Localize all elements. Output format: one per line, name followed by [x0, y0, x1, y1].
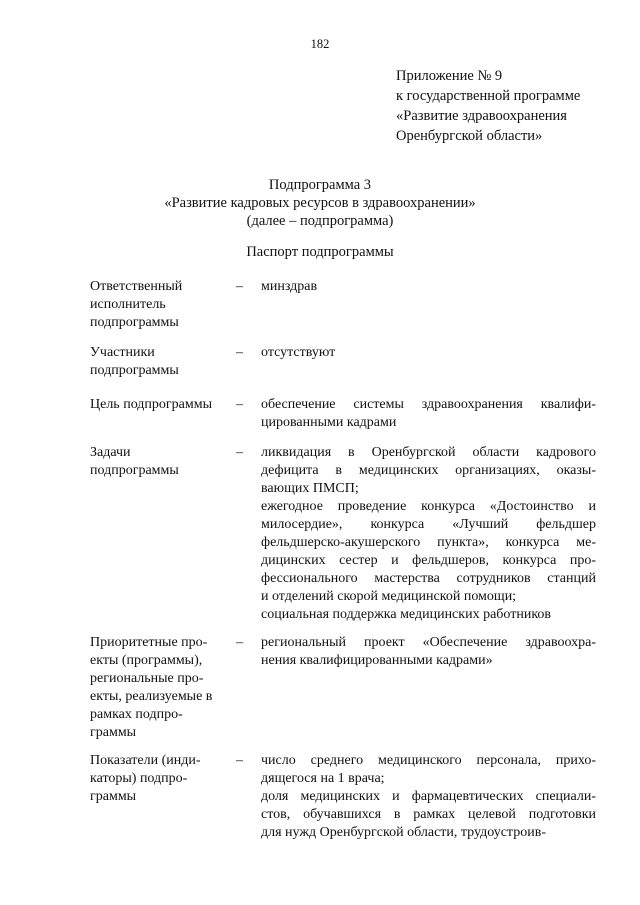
- row-value-line: и отделений скорой медицинской помощи;: [261, 589, 517, 604]
- row-value-line: милосердие», конкурса «Лучший фельдшер: [261, 517, 596, 532]
- row-label: [90, 444, 233, 624]
- row-value-line: нения квалифицированными кадрами»: [261, 653, 493, 668]
- row-value-line: для нужд Оренбургской области, трудоустроив-: [261, 825, 546, 840]
- row-value-line: ежегодное проведение конкурса «Достоинство и: [261, 499, 596, 514]
- row-value-line: доля медицинских и фармацевтических специали-: [261, 789, 596, 804]
- row-label-line: екты, реализуемые в: [90, 689, 213, 704]
- page-number: 182: [310, 37, 330, 51]
- passport-row: [90, 344, 596, 380]
- subprogram-heading: [0, 176, 640, 230]
- row-label-line: Цель подпрограммы: [90, 397, 212, 412]
- appendix-line: Приложение № 9: [396, 68, 503, 84]
- row-label-line: Показатели (инди-: [90, 753, 201, 768]
- appendix-block: [396, 66, 580, 146]
- row-value: [261, 396, 596, 432]
- row-value-line: дящегося на 1 врача;: [261, 771, 385, 786]
- row-dash: –: [236, 279, 243, 294]
- passport-row: [90, 752, 596, 842]
- row-value-line: цированными кадрами: [261, 415, 397, 430]
- appendix-line: к государственной программе: [396, 88, 581, 104]
- row-value: [261, 444, 596, 624]
- row-label-line: региональные про-: [90, 671, 204, 686]
- appendix-line: Оренбургской области»: [396, 128, 543, 144]
- row-label-line: рамках подпро-: [90, 707, 183, 722]
- subprogram-title: Подпрограмма 3: [268, 177, 372, 193]
- row-value-line: ликвидация в Оренбургской области кадрового: [261, 445, 596, 460]
- row-label: [90, 396, 233, 432]
- row-dash: –: [236, 635, 243, 650]
- row-value-line: фессионального мастерства сотрудников станций: [261, 571, 596, 586]
- row-label-line: подпрограммы: [90, 315, 179, 330]
- row-label-line: подпрограммы: [90, 363, 179, 378]
- row-label-line: исполнитель: [90, 297, 166, 312]
- row-label-line: Участники: [90, 345, 155, 360]
- row-label-line: Задачи: [90, 445, 131, 460]
- row-dash: –: [236, 445, 243, 460]
- row-label-line: каторы) подпро-: [90, 771, 188, 786]
- passport-row: [90, 634, 596, 742]
- row-value: [261, 752, 596, 842]
- row-value-line: отсутствуют: [261, 345, 336, 360]
- row-value-line: фельдшерско-акушерского пункта», конкурса ме-: [261, 535, 596, 550]
- row-value-line: региональный проект «Обеспечение здравоохра-: [261, 635, 596, 650]
- passport-row: [90, 278, 596, 332]
- passport-title: Паспорт подпрограммы: [246, 244, 394, 260]
- row-value: [261, 344, 596, 380]
- passport-row: [90, 396, 596, 432]
- row-dash: –: [236, 753, 243, 768]
- row-label-line: подпрограммы: [90, 463, 179, 478]
- row-label: [90, 634, 233, 742]
- row-value-line: социальная поддержка медицинских работников: [261, 607, 552, 622]
- row-label-line: екты (программы),: [90, 653, 203, 668]
- row-dash: –: [236, 397, 243, 412]
- row-value-line: дицинских сестер и фельдшеров, конкурса про-: [261, 553, 596, 568]
- row-label-line: граммы: [90, 725, 137, 740]
- row-label: [90, 278, 233, 332]
- row-value-line: минздрав: [261, 279, 318, 294]
- row-label-line: граммы: [90, 789, 137, 804]
- row-dash: –: [236, 345, 243, 360]
- row-value-line: дефицита в медицинских организациях, оказы-: [261, 463, 596, 478]
- subprogram-note: (далее – подпрограмма): [246, 213, 394, 229]
- row-value-line: вающих ПМСП;: [261, 481, 359, 496]
- row-label: [90, 752, 233, 842]
- row-value-line: число среднего медицинского персонала, прихо-: [261, 753, 596, 768]
- row-label-line: Ответственный: [90, 279, 183, 294]
- row-label-line: Приоритетные про-: [90, 635, 208, 650]
- row-label: [90, 344, 233, 380]
- row-value-line: обеспечение системы здравоохранения квалифи-: [261, 397, 596, 412]
- row-value: [261, 634, 596, 742]
- row-value: [261, 278, 596, 332]
- appendix-line: «Развитие здравоохранения: [396, 108, 567, 124]
- passport-row: [90, 444, 596, 624]
- row-value-line: стов, обучавшихся в рамках целевой подготовки: [261, 807, 596, 822]
- subprogram-subtitle: «Развитие кадровых ресурсов в здравоохранении»: [164, 195, 476, 211]
